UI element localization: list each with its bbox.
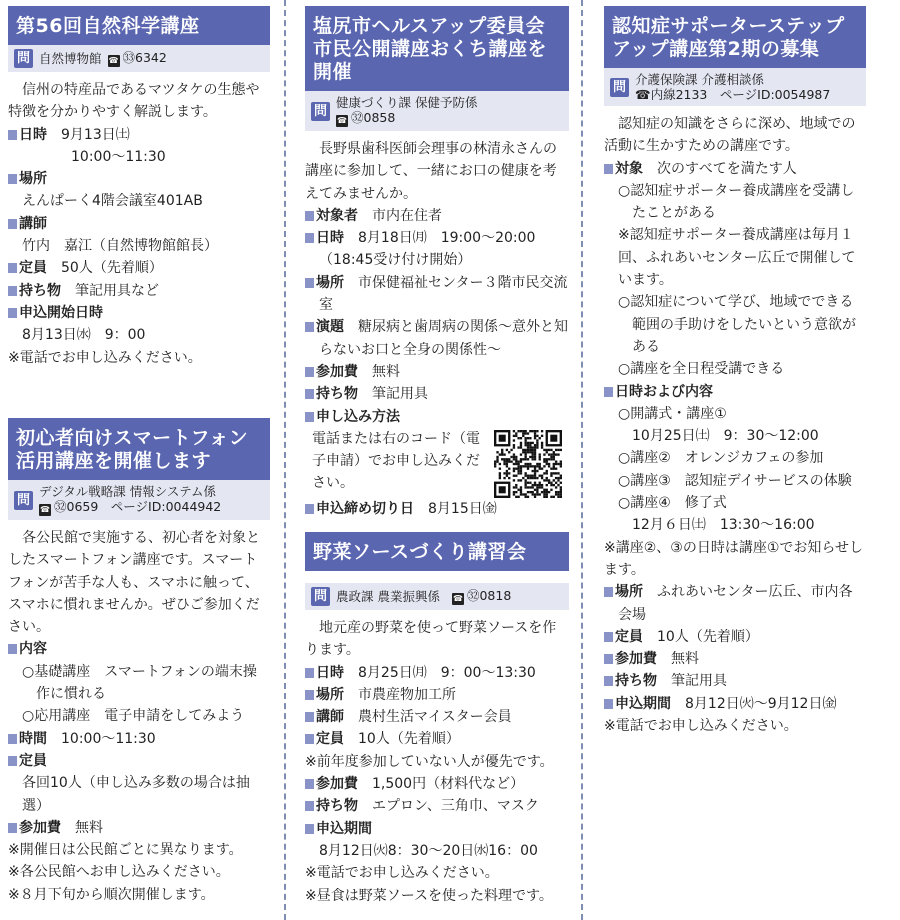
qr-code-icon[interactable] [493, 430, 563, 498]
column-separator [284, 0, 286, 920]
article-body [305, 138, 569, 520]
period-row: 申込期間 8月12日㈫～9月12日㈮ [604, 693, 866, 715]
capacity-row: 定員 50人（先着順） [8, 257, 270, 279]
condition-3: ○講座を全日程受講できる [618, 361, 785, 378]
contact-department: 健康づくり課 保健予防係 [336, 95, 478, 110]
contact-info [604, 68, 866, 106]
session-1: ○開講式・講座① [618, 405, 727, 422]
place-row: 場所 市保健福祉センター３階市民交流室 [305, 272, 569, 317]
bring-row: 持ち物 筆記用具 [305, 383, 569, 405]
article-body [8, 527, 270, 906]
date-sub: （18:45受け付け開始） [319, 252, 472, 269]
phone-number: ☎ ㉝6342 [108, 50, 167, 65]
article-body [8, 79, 270, 369]
contact-info [305, 91, 569, 131]
article-title: 初心者向けスマートフォン活用講座を開催します [8, 418, 270, 480]
note: ※電話でお申し込みください。 [305, 865, 499, 882]
start-value: 8月13日㈬ 9：00 [22, 327, 146, 344]
start-label: 申込開始日時 [8, 302, 270, 324]
intro-text: 各公民館で実施する、初心者を対象としたスマートフォン講座です。スマートフォンが苦手な人も、スマホに触って、スマホに慣れませんか。ぜひご参加ください。 [8, 530, 260, 636]
lecturer-row: 講師 農村生活マイスター会員 [305, 706, 569, 728]
basic-course: ○基礎講座 スマートフォンの端末操作に慣れる [22, 663, 257, 703]
article-title: 野菜ソースづくり講習会 [305, 532, 569, 571]
contact-details: ☎内線2133 ページID:0054987 [635, 87, 831, 102]
phone-icon: ☎ [108, 56, 119, 65]
date-row: 日時 9月13日㈯ [8, 124, 270, 146]
place-row: 場所 市農産物加工所 [305, 684, 569, 706]
time-row: 時間 10:00～11:30 [8, 728, 270, 750]
contact-department: 介護保険課 介護相談係 [635, 72, 764, 87]
article-vegetable-sauce [305, 532, 569, 907]
apply-block [305, 428, 569, 498]
place-row: 場所 ふれあいセンター広丘、市内各会場 [604, 581, 866, 626]
lecturer-label: 講師 [8, 213, 270, 235]
capacity-note: ※前年度参加していない人が優先です。 [305, 753, 554, 770]
target-row: 対象者 市内在住者 [305, 205, 569, 227]
topic-row: 演題 糖尿病と歯周病の関係～意外と知らないお口と全身の関係性～ [305, 316, 569, 361]
contact-details: ☎ ㉜0858 [337, 110, 396, 125]
condition-1: ○認知症サポーター養成講座を受講したことがある [618, 182, 855, 222]
note: ※８月下旬から順次開催します。 [8, 886, 215, 903]
condition-1-note: ※認知症サポーター養成講座は毎月１回、ふれあいセンター広丘で開催しています。 [618, 227, 856, 289]
contact-info [8, 45, 270, 72]
inquiry-icon: 問 [14, 491, 33, 510]
article-dementia-supporter [604, 6, 866, 737]
time-value: 10:00～11:30 [71, 148, 166, 165]
contact-department: 農政課 農業振興係 [336, 589, 440, 604]
intro-text: 長野県歯科医師会理事の林清永さんの講座に参加して、一緒にお口の健康を考えてみませんか。 [305, 141, 557, 202]
applied-course: ○応用講座 電子申請をしてみよう [22, 708, 245, 725]
inquiry-icon: 問 [14, 49, 33, 68]
note: ※開催日は公民館ごとに異なります。 [8, 842, 243, 859]
lecturer-value: 竹内 嘉江（自然博物館館長） [22, 238, 218, 255]
intro-text: 地元産の野菜を使って野菜ソースを作ります。 [305, 620, 557, 659]
bring-row: 持ち物 筆記用具 [604, 670, 866, 692]
condition-2: ○認知症について学び、地域でできる範囲の手助けをしたいという意欲がある [618, 294, 856, 355]
inquiry-icon: 問 [311, 102, 330, 121]
capacity-row: 定員 10人（先着順） [604, 626, 866, 648]
article-title: 塩尻市ヘルスアップ委員会市民公開講座おくち講座を開催 [305, 6, 569, 91]
session-3: ○講座③ 認知症デイサービスの体験 [618, 472, 852, 489]
contact-info [305, 583, 569, 610]
article-oral-health [305, 6, 569, 520]
target-row: 対象 次のすべてを満たす人 [604, 158, 866, 180]
article-title: 認知症サポーターステップアップ講座第2期の募集 [604, 6, 866, 68]
session-1-time: 10月25日㈯ 9：30～12:00 [632, 428, 819, 445]
bring-row: 持ち物 筆記用具など [8, 280, 270, 302]
column-separator [581, 0, 583, 920]
date-row: 日時 8月25日㈪ 9：00～13:30 [305, 662, 569, 684]
phone-icon: ☎ [453, 594, 463, 603]
schedule-note: ※講座②、③の日時は講座①でお知らせします。 [604, 539, 863, 578]
fee-row: 参加費 無料 [604, 648, 866, 670]
bring-row: 持ち物 エプロン、三角巾、マスク [305, 795, 569, 817]
note: ※電話でお申し込みください。 [604, 718, 798, 735]
intro-text: 信州の特産品であるマツタケの生態や特徴を分かりやすく解説します。 [8, 82, 260, 121]
date-row: 日時 8月18日㈪ 19:00～20:00 [305, 227, 569, 249]
contact-info [8, 480, 270, 520]
note: ※各公民館へお申し込みください。 [8, 864, 230, 881]
article-smartphone [8, 418, 270, 906]
period-value: 8月12日㈫8：30～20日㈬16：00 [319, 842, 538, 859]
apply-text: 電話または右のコード（電子申請）でお申し込みください。 [312, 430, 480, 492]
place-label: 場所 [8, 168, 270, 190]
capacity-value: 各回10人（申し込み多数の場合は抽選） [22, 775, 250, 814]
period-label: 申込期間 [305, 818, 569, 840]
deadline-row: 申込締め切り日 8月15日㈮ [305, 498, 569, 520]
contact-department: 自然博物館 [39, 51, 102, 66]
article-nature-science [8, 6, 270, 369]
apply-label: 申し込み方法 [305, 406, 569, 428]
contact-details: ☎ ㉜0659 ページID:0044942 [40, 499, 222, 514]
content-label: 内容 [8, 638, 270, 660]
fee-row: 参加費 無料 [8, 817, 270, 839]
article-title: 第56回自然科学講座 [8, 6, 270, 45]
article-body [604, 113, 866, 737]
phone-number: ☎ ㉜0818 [453, 588, 512, 603]
session-2: ○講座② オレンジカフェの参加 [618, 450, 824, 467]
capacity-label: 定員 [8, 750, 270, 772]
capacity-row: 定員 10人（先着順） [305, 728, 569, 750]
note: ※昼食は野菜ソースを使った料理です。 [305, 887, 553, 904]
fee-row: 参加費 無料 [305, 361, 569, 383]
phone-icon: ☎ [337, 116, 347, 125]
intro-text: 認知症の知識をさらに深め、地域での活動に生かすための講座です。 [604, 116, 856, 155]
inquiry-icon: 問 [311, 587, 330, 606]
session-4-time: 12月６日㈯ 13:30～16:00 [632, 517, 815, 534]
schedule-label: 日時および内容 [604, 381, 866, 403]
phone-icon: ☎ [40, 505, 50, 514]
session-4: ○講座④ 修了式 [618, 495, 727, 512]
inquiry-icon: 問 [610, 78, 629, 97]
fee-row: 参加費 1,500円（材料代など） [305, 773, 569, 795]
place-value: えんぱーく4階会議室401AB [22, 193, 203, 210]
contact-department: デジタル戦略課 情報システム係 [39, 484, 216, 499]
note: ※電話でお申し込みください。 [8, 349, 202, 366]
article-body [305, 617, 569, 907]
